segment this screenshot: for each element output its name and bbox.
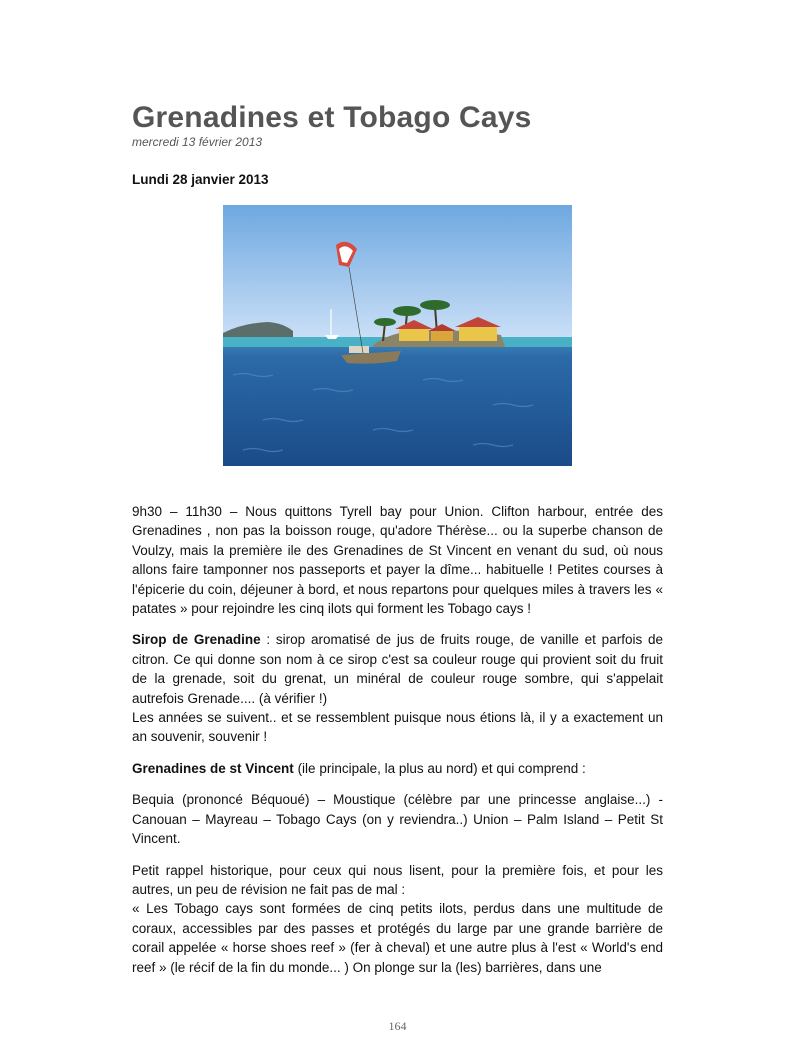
page-number: 164 (388, 1019, 407, 1033)
document-page (132, 100, 664, 975)
paragraph-souvenir: Les années se suivent.. et se ressemblent puisque nous étions là, il y a exactement un an souvenir, souvenir ! (132, 710, 663, 745)
history-quote: « Les Tobago cays sont formées de cinq petits ilots, perdus dans une multitude de coraux, accessibles par des passes et protégés du large par une grande barrière de corail appelée « horse shoes reef » (fer à cheval) et une autre plus à l'est « World's end reef » (le récif de la fin du monde... ) On plonge sur la (les) barrières, dans une (132, 901, 663, 975)
article-body (132, 502, 663, 989)
paragraph-history-reminder (132, 861, 663, 977)
entry-date-heading: Lundi 28 janvier 2013 (132, 172, 269, 187)
paragraph-grenadines-list-intro (132, 759, 663, 778)
published-date: mercredi 13 février 2013 (132, 135, 263, 149)
paragraph-sirop-grenadine (132, 630, 663, 746)
history-intro: Petit rappel historique, pour ceux qui nous lisent, pour la première fois, et pour les autres, un peu de révision ne fait pas de mal : (132, 862, 663, 897)
grenadines-intro-text: (ile principale, la plus au nord) et qui comprend : (293, 760, 586, 776)
page-title: Grenadines et Tobago Cays (132, 101, 532, 134)
paragraph-islands-list: Bequia (prononcé Béquoué) – Moustique (célèbre par une princesse anglaise...) - Canouan – Mayreau – Tobago Cays (on y reviendra..) Union – Palm Island – Petit St Vincent. (132, 792, 663, 847)
term-grenadines-st-vincent: Grenadines de st Vincent (132, 760, 294, 776)
photo-kitesurf-island-icon (223, 205, 572, 466)
definition-sirop-grenadine: : sirop aromatisé de jus de fruits rouge, de vanille et parfois de citron. Ce qui donne son nom à ce sirop c'est sa couleur rouge qui provient soit du fruit de la grenade, soit du grenat, un minéral de couleur rouge sombre, qui s'appelait autrefois Grenade.... (à vérifier !) (132, 632, 664, 706)
term-sirop-grenadine: Sirop de Grenadine (132, 632, 261, 648)
paragraph-arrival-union: 9h30 – 11h30 – Nous quittons Tyrell bay pour Union. Clifton harbour, entrée des Grenadines , non pas la boisson rouge, qu'adore Thérèse... ou la superbe chanson de Voulzy, mais la première ile des Grenadines de St Vincent en venant du sud, où nous allons faire tamponner nos passeports et payer la dîme... habituelle ! Petites courses à l'épicerie du coin, déjeuner à bord, et nous repartons pour quelques miles à travers les « patates » pour rejoindre les cinq ilots qui forment les Tobago cays ! (132, 504, 663, 617)
photo-kitesurf-island (223, 205, 572, 466)
